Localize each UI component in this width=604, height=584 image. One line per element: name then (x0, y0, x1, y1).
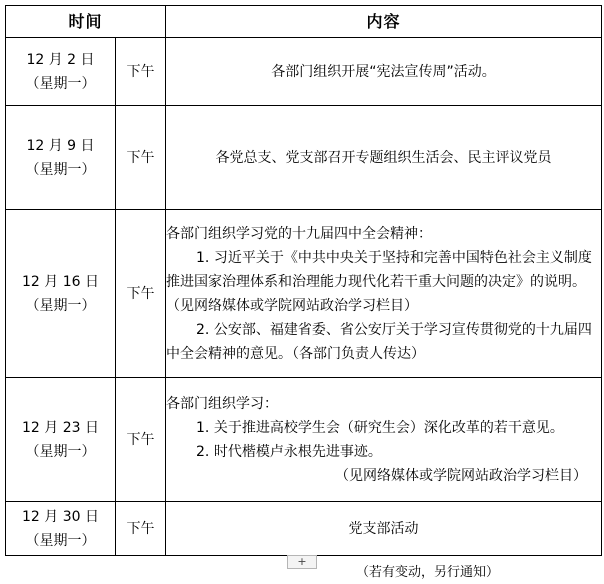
table-row (6, 502, 602, 556)
table-row (6, 210, 602, 378)
weekday-text: （星期一） (25, 443, 96, 460)
content-line: 各部门组织学习： (166, 395, 279, 412)
footnote: （若有变动，另行通知） (356, 565, 500, 580)
date-cell (6, 378, 116, 502)
date-cell (6, 106, 116, 210)
add-row-button[interactable]: + (287, 555, 317, 569)
content-cell: 各部门组织开展“宪法宣传周”活动。 (166, 38, 602, 106)
date-text: 12 月 23 日 (22, 419, 99, 436)
date-text: 12 月 30 日 (22, 508, 99, 525)
header-content: 内容 (166, 6, 602, 38)
date-cell (6, 210, 116, 378)
period-cell: 下午 (116, 210, 166, 378)
weekday-text: （星期一） (25, 297, 96, 314)
period-cell: 下午 (116, 38, 166, 106)
content-cell (166, 378, 602, 502)
content-line: 1. 习近平关于《中共中央关于坚持和完善中国特色社会主义制度 推进国家治理体系和治理能力现代化若干重大问题的决定》的说明。（见网络媒体或学院网站政治学习栏目） (166, 249, 592, 314)
table-row (6, 378, 602, 502)
weekday-text: （星期一） (25, 75, 96, 92)
date-text: 12 月 9 日 (26, 137, 95, 154)
date-cell (6, 502, 116, 556)
date-cell (6, 38, 116, 106)
content-cell: 各党总支、党支部召开专题组织生活会、民主评议党员 (166, 106, 602, 210)
date-text: 12 月 2 日 (26, 51, 95, 68)
table-header-row (6, 6, 602, 38)
weekday-text: （星期一） (25, 532, 96, 549)
content-cell: 党支部活动 (166, 502, 602, 556)
content-line: 1. 关于推进高校学生会（研究生会）深化改革的若干意见。 (196, 419, 564, 436)
content-line: （见网络媒体或学院网站政治学习栏目） (335, 467, 588, 484)
period-cell: 下午 (116, 502, 166, 556)
period-cell: 下午 (116, 378, 166, 502)
schedule-table (5, 5, 602, 556)
content-line: 2. 时代楷模卢永根先进事迹。 (196, 443, 382, 460)
table-row (6, 38, 602, 106)
date-text: 12 月 16 日 (22, 273, 99, 290)
weekday-text: （星期一） (25, 161, 96, 178)
header-time: 时间 (6, 6, 166, 38)
content-cell (166, 210, 602, 378)
content-line: 2. 公安部、福建省委、省公安厅关于学习宣传贯彻党的十九届四中全会精神的意见。（各部门负责人传达） (166, 321, 592, 362)
table-row (6, 106, 602, 210)
content-line: 各部门组织学习党的十九届四中全会精神： (166, 225, 433, 242)
period-cell: 下午 (116, 106, 166, 210)
